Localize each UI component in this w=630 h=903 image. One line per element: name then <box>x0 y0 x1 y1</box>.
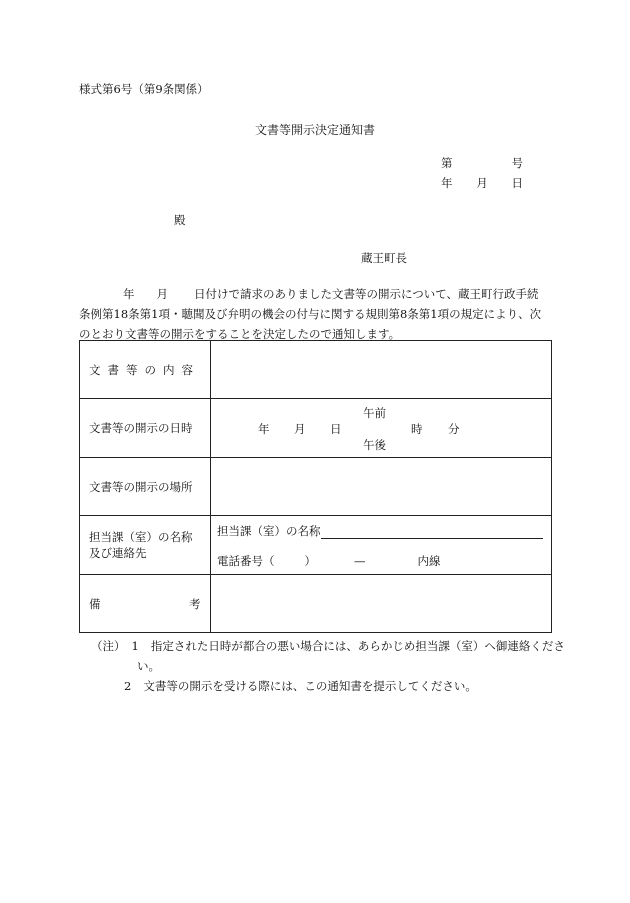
note-1-cont: い。 <box>137 659 160 673</box>
disclosure-table <box>79 340 552 633</box>
document-title: 文書等開示決定通知書 <box>254 123 375 137</box>
note-2: 2 文書等の開示を受ける際には、この通知書を提示してください。 <box>124 679 477 693</box>
label-content: 文書等の内容 <box>80 341 211 399</box>
value-place <box>211 458 552 516</box>
go-label: 号 <box>511 156 523 170</box>
table-row-content <box>80 341 552 399</box>
document-number-line <box>441 155 523 171</box>
body-line-2: 条例第18条第1項・聴聞及び弁明の機会の付与に関する規則第8条第1項の規定により、次 <box>79 307 542 321</box>
table-row-remarks <box>80 575 552 633</box>
body-text <box>79 284 553 344</box>
value-contact <box>211 516 552 575</box>
value-content <box>211 341 552 399</box>
table-row-contact <box>80 516 552 575</box>
dept-name-underline <box>321 526 543 539</box>
label-contact: 担当課（室）の名称 及び連絡先 <box>80 516 211 575</box>
form-number: 様式第6号（第9条関係） <box>79 82 209 96</box>
issuer-name: 蔵王町長 <box>361 251 407 265</box>
addressee-suffix: 殿 <box>174 213 186 227</box>
label-place: 文書等の開示の場所 <box>80 458 211 516</box>
document-date-line <box>441 175 523 191</box>
body-line-3: のとおり文書等の開示をすることを決定したので通知します。 <box>79 327 401 341</box>
month-label: 月 <box>476 176 488 190</box>
value-remarks <box>211 575 552 633</box>
label-remarks: 備 考 <box>80 575 211 633</box>
note-1: （注） 1 指定された日時が都合の悪い場合には、あらかじめ担当課（室）へ御連絡くださ <box>91 639 565 653</box>
body-line-1: 年 月 日付けで請求のありました文書等の開示について、蔵王町行政手続 <box>123 287 539 301</box>
notes <box>91 636 565 696</box>
dept-name-line: 担当課（室）の名称 <box>217 523 543 539</box>
year-label: 年 <box>441 176 453 190</box>
table-row-datetime <box>80 399 552 458</box>
phone-line: 電話番号（ ） — 内線 <box>217 554 441 568</box>
table-row-place <box>80 458 552 516</box>
day-label: 日 <box>511 176 523 190</box>
value-datetime: 年 月 日 午前 午後 時 分 <box>211 399 552 458</box>
dai-label: 第 <box>441 156 453 170</box>
label-datetime: 文書等の開示の日時 <box>80 399 211 458</box>
